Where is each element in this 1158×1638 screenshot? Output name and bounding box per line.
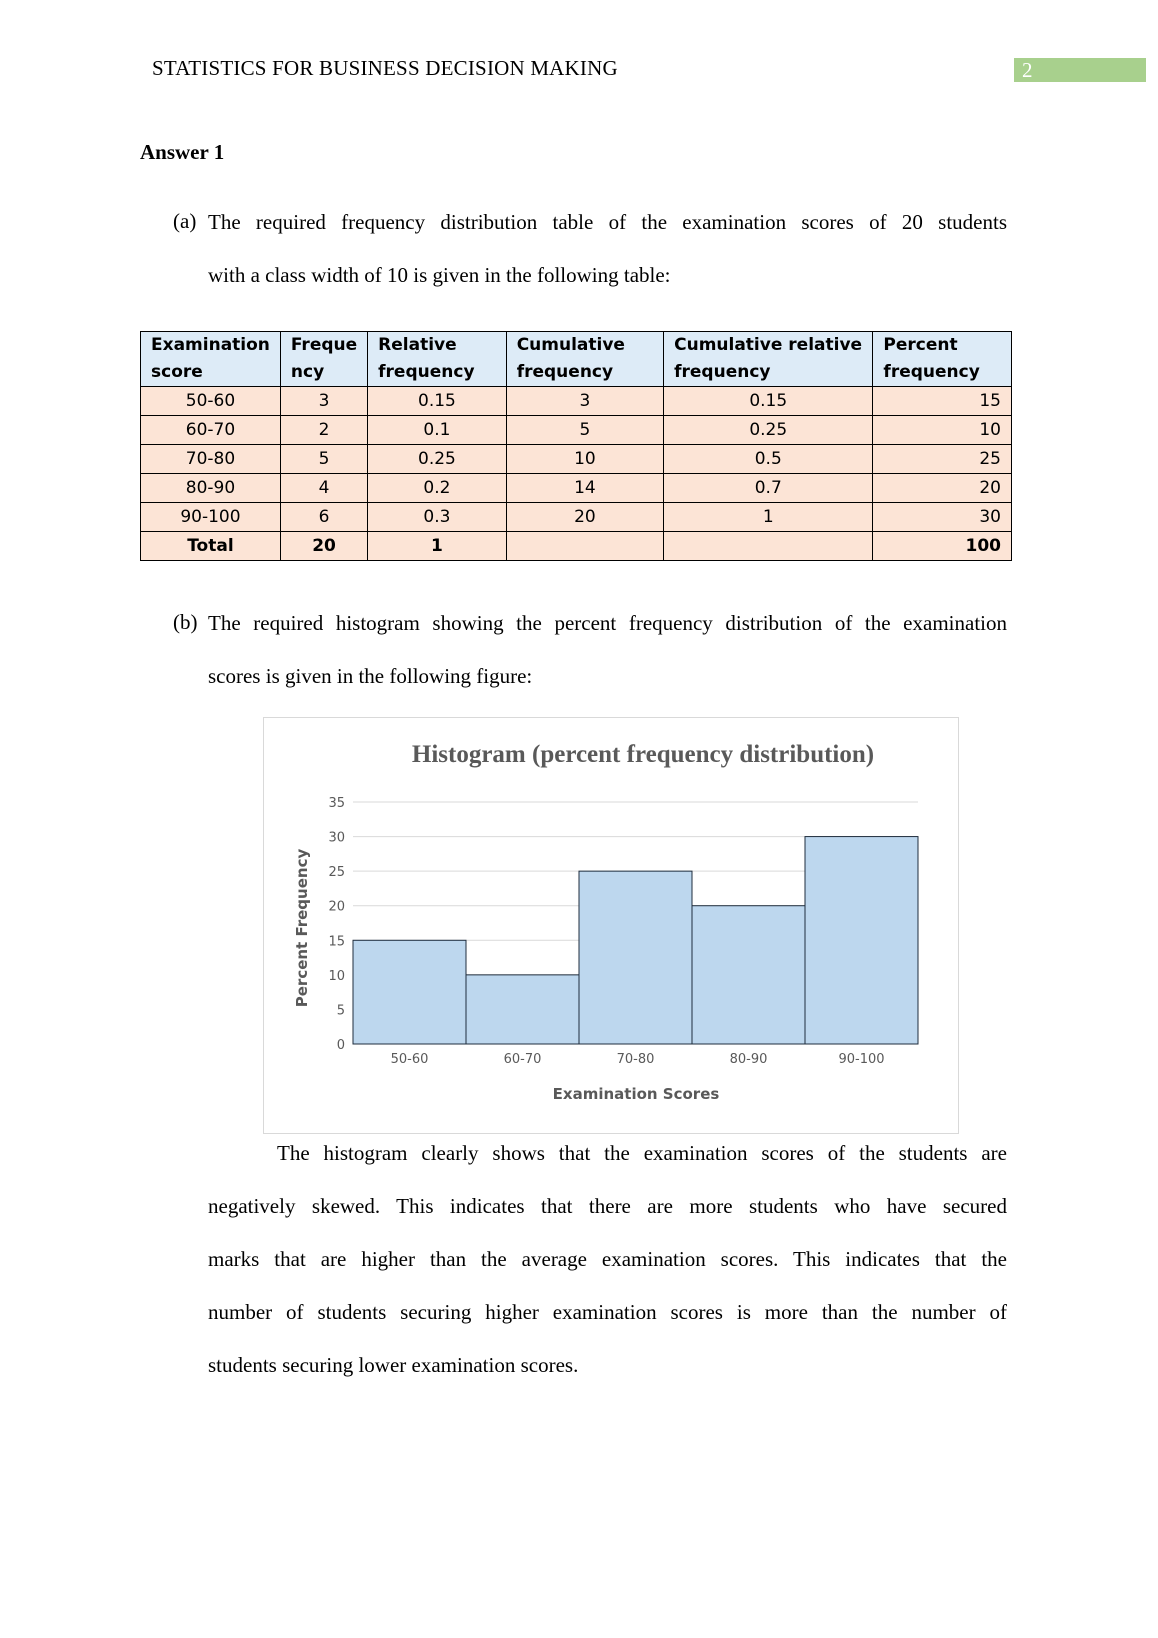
- y-tick-label: 10: [328, 968, 345, 984]
- conclusion-line-4: number of students securing higher examination scores is more than the number of: [208, 1300, 1007, 1324]
- cell-relative: 0.1: [368, 416, 507, 445]
- part-b-line-1: The required histogram showing the percent frequency distribution of the examination: [208, 611, 1007, 635]
- frequency-distribution-table: [140, 331, 1012, 561]
- table-row: [141, 474, 1012, 503]
- cell-percent: 30: [873, 503, 1012, 532]
- total-frequency: 20: [280, 532, 367, 561]
- bars: [353, 837, 918, 1044]
- header-percent-frequency: Percent frequency: [873, 332, 1012, 387]
- cell-relative: 0.2: [368, 474, 507, 503]
- x-tick-label: 70-80: [616, 1052, 655, 1067]
- chart-title: Histogram (percent frequency distribution): [411, 741, 875, 768]
- part-a-text: [208, 196, 1007, 302]
- cell-frequency: 5: [280, 445, 367, 474]
- cell-frequency: 6: [280, 503, 367, 532]
- table-row: [141, 445, 1012, 474]
- bar-80-90: [692, 906, 805, 1044]
- cell-score: 80-90: [141, 474, 281, 503]
- cell-cumulative: 10: [506, 445, 663, 474]
- y-tick-label: 5: [336, 1003, 345, 1019]
- part-a-line-2: with a class width of 10 is given in the following table:: [208, 263, 671, 287]
- x-tick-label: 80-90: [729, 1052, 768, 1067]
- cell-percent: 25: [873, 445, 1012, 474]
- bar-90-100: [805, 837, 918, 1044]
- cell-cumulative-relative: 0.15: [664, 387, 873, 416]
- table-header-row: [141, 332, 1012, 387]
- part-a-line-1: The required frequency distribution table of the examination scores of 20 students: [208, 210, 1007, 234]
- header-cumulative-frequency: Cumulative frequency: [506, 332, 663, 387]
- cell-cumulative: 5: [506, 416, 663, 445]
- cell-score: 60-70: [141, 416, 281, 445]
- part-b-text: [208, 597, 1007, 703]
- cell-score: 90-100: [141, 503, 281, 532]
- histogram-chart: [263, 717, 959, 1134]
- header-relative-frequency: Relative frequency: [368, 332, 507, 387]
- total-relative: 1: [368, 532, 507, 561]
- running-header-title: STATISTICS FOR BUSINESS DECISION MAKING: [152, 56, 618, 80]
- part-b-label: (b): [173, 610, 198, 634]
- table-row: [141, 503, 1012, 532]
- cell-percent: 10: [873, 416, 1012, 445]
- part-b-line-2: scores is given in the following figure:: [208, 664, 533, 688]
- y-tick-label: 15: [328, 934, 345, 950]
- table-total-row: [141, 532, 1012, 561]
- y-tick-label: 0: [336, 1038, 345, 1053]
- x-tick-label: 60-70: [503, 1052, 542, 1067]
- bar-70-80: [579, 871, 692, 1044]
- conclusion-line-3: marks that are higher than the average examination scores. This indicates that the: [208, 1247, 1007, 1271]
- cell-cumulative: 3: [506, 387, 663, 416]
- x-tick-label: 90-100: [838, 1052, 885, 1067]
- total-cumulative-relative: [664, 532, 873, 561]
- cell-score: 50-60: [141, 387, 281, 416]
- part-a-label: (a): [173, 209, 197, 233]
- conclusion-line-2: negatively skewed. This indicates that there are more students who have secured: [208, 1194, 1007, 1218]
- x-axis-ticks: [391, 1052, 885, 1067]
- cell-percent: 15: [873, 387, 1012, 416]
- bar-60-70: [466, 975, 579, 1044]
- cell-relative: 0.3: [368, 503, 507, 532]
- cell-frequency: 3: [280, 387, 367, 416]
- conclusion-line-5: students securing lower examination scores.: [208, 1353, 579, 1377]
- y-axis-ticks: [328, 796, 345, 1053]
- y-tick-label: 25: [328, 865, 345, 881]
- conclusion-paragraph: [208, 1127, 1007, 1392]
- cell-percent: 20: [873, 474, 1012, 503]
- histogram-svg: [264, 718, 958, 1133]
- header-cumulative-relative-frequency: Cumulative relative frequency: [664, 332, 873, 387]
- y-tick-label: 20: [328, 899, 345, 915]
- cell-frequency: 4: [280, 474, 367, 503]
- x-tick-label: 50-60: [390, 1052, 429, 1067]
- cell-cumulative: 14: [506, 474, 663, 503]
- y-tick-label: 35: [328, 796, 345, 811]
- header-examination-score: Examination score: [141, 332, 281, 387]
- cell-cumulative-relative: 0.5: [664, 445, 873, 474]
- table-row: [141, 387, 1012, 416]
- answer-heading: Answer 1: [140, 140, 225, 164]
- x-axis-title: Examination Scores: [552, 1085, 720, 1103]
- bar-50-60: [353, 940, 466, 1044]
- y-tick-label: 30: [328, 830, 345, 846]
- cell-relative: 0.25: [368, 445, 507, 474]
- table-row: [141, 416, 1012, 445]
- header-frequency: Freque ncy: [280, 332, 367, 387]
- cell-score: 70-80: [141, 445, 281, 474]
- total-percent: 100: [873, 532, 1012, 561]
- page-number-badge: 2: [1014, 58, 1146, 82]
- conclusion-line-1: The histogram clearly shows that the examination scores of the students are: [277, 1141, 1007, 1165]
- total-label: Total: [141, 532, 281, 561]
- cell-frequency: 2: [280, 416, 367, 445]
- cell-cumulative-relative: 0.25: [664, 416, 873, 445]
- cell-cumulative-relative: 1: [664, 503, 873, 532]
- total-cumulative: [506, 532, 663, 561]
- cell-cumulative: 20: [506, 503, 663, 532]
- cell-relative: 0.15: [368, 387, 507, 416]
- cell-cumulative-relative: 0.7: [664, 474, 873, 503]
- y-axis-title: Percent Frequency: [293, 848, 311, 1008]
